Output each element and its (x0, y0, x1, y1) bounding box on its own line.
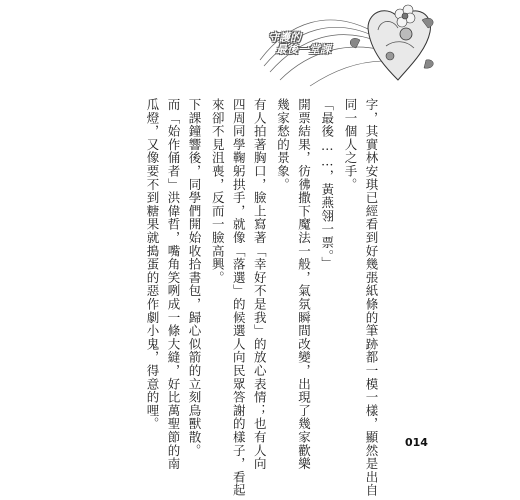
text-column: 開票結果，彷彿撒下魔法一般，氣氛瞬間改變，出現了幾家歡樂 (296, 98, 312, 471)
page-number: 014 (405, 436, 428, 449)
text-column: 四周同學鞠躬拱手，就像「落選」的候選人向民眾答謝的樣子，看起 (231, 98, 247, 497)
book-title-line1: 守護的 (268, 31, 301, 44)
text-column: 來卻不見沮喪，反而一臉高興。 (210, 98, 226, 285)
text-column: 瓜燈，又像要不到糖果就搗蛋的惡作劇小鬼，得意的哩。 (145, 98, 160, 431)
text-column: 而「始作俑者」洪偉哲，嘴角笑咧成一條大縫，好比萬聖節的南 (166, 98, 181, 471)
text-column: 同一個人之手。 (343, 98, 358, 192)
body-text (142, 98, 382, 497)
book-title-logo (268, 32, 368, 60)
text-column: 「最後……，黃燕翎一票。」 (319, 98, 335, 270)
text-column: 有人拍著胸口，臉上寫著「幸好不是我」的放心表情；也有人向 (252, 98, 268, 471)
text-column: 幾家愁的景象。 (275, 98, 291, 192)
book-title-line2: 最後一堂課 (276, 43, 331, 56)
text-column: 下課鐘響後，同學們開始收拾書包，歸心似箭的立刻鳥獸散。 (187, 98, 202, 458)
text-column: 字，其實林安琪已經看到好幾張紙條的筆跡都一模一樣，顯然是出自 (364, 98, 379, 497)
